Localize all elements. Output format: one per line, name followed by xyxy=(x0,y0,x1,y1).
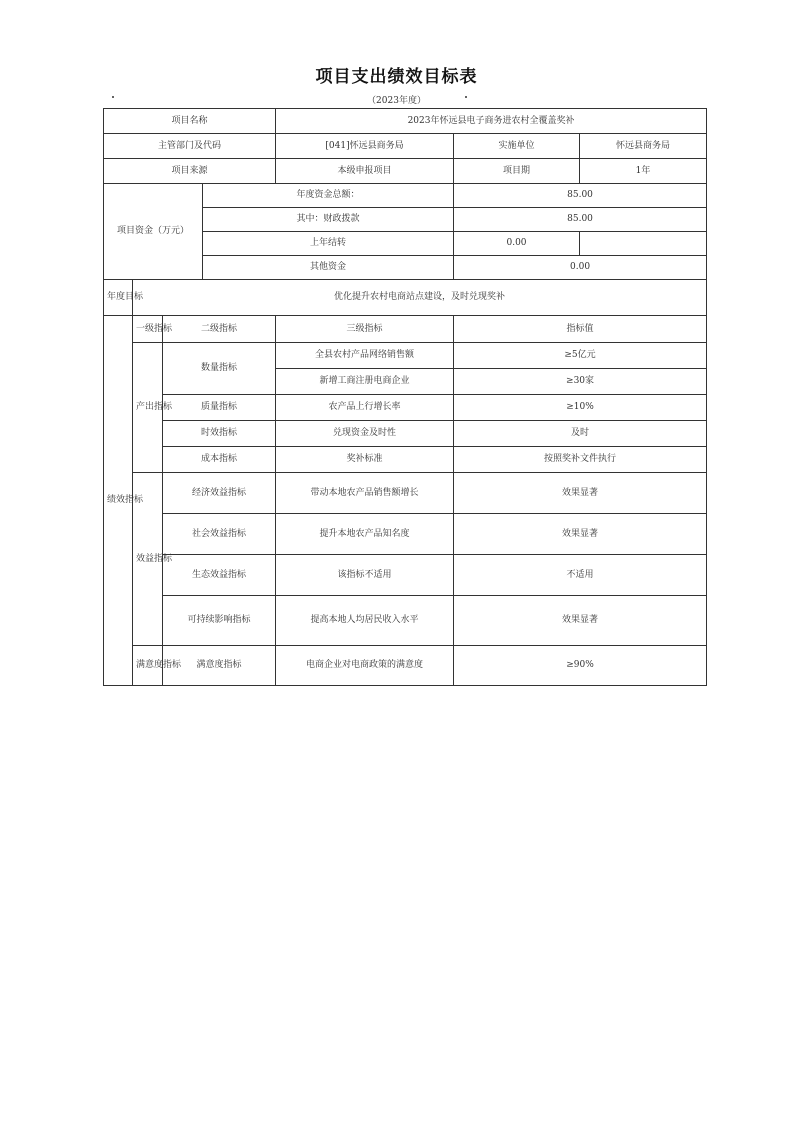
level1-header: 一级指标 xyxy=(133,316,163,343)
table-row xyxy=(104,159,707,184)
table-row xyxy=(104,395,707,421)
level3-cell: 带动本地农产品销售额增长 xyxy=(276,473,454,514)
level2-cell: 满意度指标 xyxy=(163,646,276,686)
cost-indicator-label: 成本指标 xyxy=(163,447,276,473)
quality-indicator-label: 质量指标 xyxy=(163,395,276,421)
funds-other-label: 其他资金 xyxy=(203,256,454,280)
level2-cell: 生态效益指标 xyxy=(163,555,276,596)
output-indicators-label: 产出指标 xyxy=(133,343,163,473)
level3-cell: 新增工商注册电商企业 xyxy=(276,369,454,395)
table-row xyxy=(104,555,707,596)
level3-cell: 兑现资金及时性 xyxy=(276,421,454,447)
level3-cell: 农产品上行增长率 xyxy=(276,395,454,421)
table-row xyxy=(104,421,707,447)
funds-label: 项目资金（万元） xyxy=(104,184,203,280)
level3-cell: 奖补标准 xyxy=(276,447,454,473)
performance-goal-table xyxy=(103,108,707,686)
value-cell: 效果显著 xyxy=(454,514,707,555)
period-value: 1年 xyxy=(580,159,707,184)
level3-cell: 提高本地人均居民收入水平 xyxy=(276,596,454,646)
value-cell: 及时 xyxy=(454,421,707,447)
value-cell: 效果显著 xyxy=(454,473,707,514)
table-row xyxy=(104,184,707,208)
funds-fiscal-value: 85.00 xyxy=(454,208,707,232)
funds-carryover-label: 上年结转 xyxy=(203,232,454,256)
empty-cell xyxy=(580,232,707,256)
table-row xyxy=(104,447,707,473)
page-subtitle: （2023年度） xyxy=(367,96,426,106)
impl-unit-value: 怀远县商务局 xyxy=(580,134,707,159)
annual-goal-label: 年度目标 xyxy=(104,280,133,316)
table-row xyxy=(104,646,707,686)
project-name-value: 2023年怀远县电子商务进农村全覆盖奖补 xyxy=(276,109,707,134)
level2-cell: 经济效益指标 xyxy=(163,473,276,514)
source-label: 项目来源 xyxy=(104,159,276,184)
benefit-indicators-label: 效益指标 xyxy=(133,473,163,646)
value-cell: ≥10% xyxy=(454,395,707,421)
funds-total-label: 年度资金总额： xyxy=(203,184,454,208)
funds-fiscal-label: 其中：财政拨款 xyxy=(203,208,454,232)
table-row xyxy=(104,109,707,134)
value-cell: 按照奖补文件执行 xyxy=(454,447,707,473)
timeliness-indicator-label: 时效指标 xyxy=(163,421,276,447)
scan-speck xyxy=(465,96,467,98)
page-title: 项目支出绩效目标表 xyxy=(315,67,478,87)
table-row xyxy=(104,316,707,343)
source-value: 本级申报项目 xyxy=(276,159,454,184)
scan-speck xyxy=(112,96,114,98)
table-row xyxy=(104,596,707,646)
funds-total-value: 85.00 xyxy=(454,184,707,208)
funds-carryover-value: 0.00 xyxy=(454,232,580,256)
level2-cell: 可持续影响指标 xyxy=(163,596,276,646)
value-cell: ≥5亿元 xyxy=(454,343,707,369)
level2-cell: 社会效益指标 xyxy=(163,514,276,555)
table-row xyxy=(104,473,707,514)
period-label: 项目期 xyxy=(454,159,580,184)
value-cell: 效果显著 xyxy=(454,596,707,646)
table-row xyxy=(104,343,707,369)
level3-cell: 提升本地农产品知名度 xyxy=(276,514,454,555)
level3-header: 三级指标 xyxy=(276,316,454,343)
dept-label: 主管部门及代码 xyxy=(104,134,276,159)
value-cell: ≥30家 xyxy=(454,369,707,395)
level3-cell: 全县农村产品网络销售额 xyxy=(276,343,454,369)
performance-indicators-label: 绩效指标 xyxy=(104,316,133,686)
value-header: 指标值 xyxy=(454,316,707,343)
dept-value: [041]怀远县商务局 xyxy=(276,134,454,159)
impl-unit-label: 实施单位 xyxy=(454,134,580,159)
quantity-indicator-label: 数量指标 xyxy=(163,343,276,395)
level2-header: 二级指标 xyxy=(163,316,276,343)
project-name-label: 项目名称 xyxy=(104,109,276,134)
satisfaction-indicators-label: 满意度指标 xyxy=(133,646,163,686)
level3-cell: 电商企业对电商政策的满意度 xyxy=(276,646,454,686)
value-cell: ≥90% xyxy=(454,646,707,686)
value-cell: 不适用 xyxy=(454,555,707,596)
table-row xyxy=(104,280,707,316)
funds-other-value: 0.00 xyxy=(454,256,707,280)
level3-cell: 该指标不适用 xyxy=(276,555,454,596)
table-row xyxy=(104,514,707,555)
table-row xyxy=(104,134,707,159)
annual-goal-text: 优化提升农村电商站点建设，及时兑现奖补 xyxy=(133,280,707,316)
